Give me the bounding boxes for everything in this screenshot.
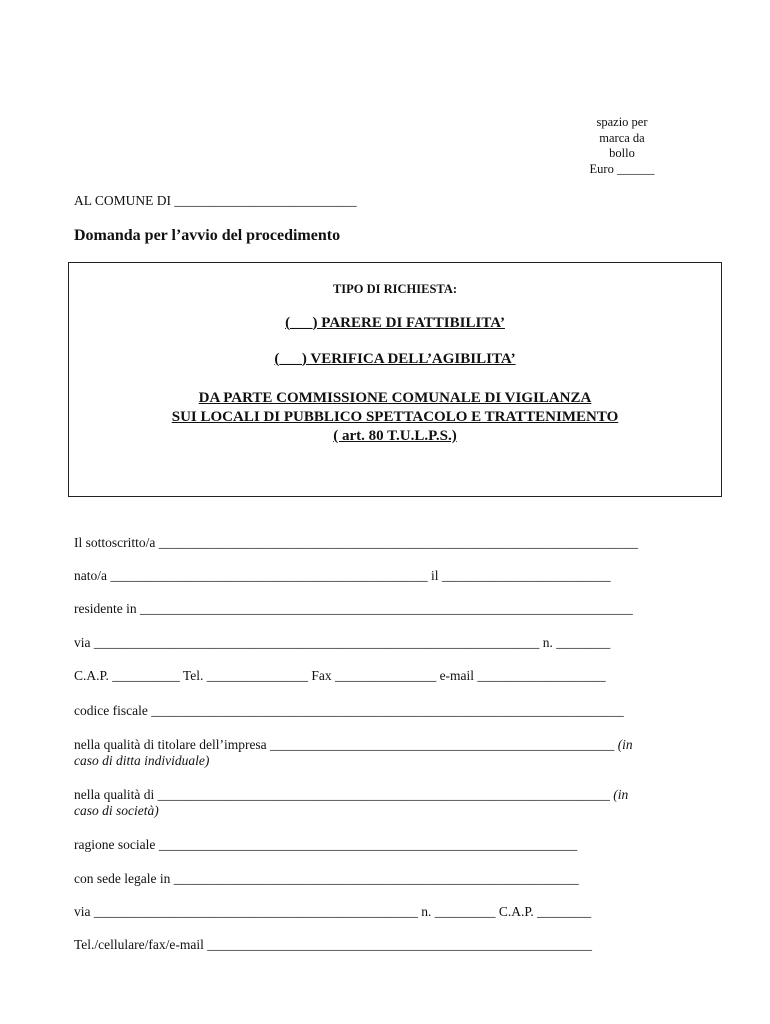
option-feasibility[interactable]: (___) PARERE DI FATTIBILITA’	[285, 315, 505, 331]
authority-line: SUI LOCALI DI PUBBLICO SPETTACOLO E TRATTENIMENTO	[171, 409, 619, 425]
authority-line: ( art. 80 T.U.L.P.S.)	[333, 428, 457, 444]
owner-note-cont: caso di ditta individuale)	[74, 753, 210, 768]
stamp-line: spazio per	[596, 115, 648, 129]
request-type-heading: TIPO DI RICHIESTA:	[332, 282, 458, 296]
owner-note: (in	[617, 737, 633, 752]
field-residence[interactable]: residente in _________________________________________________________________________	[74, 601, 633, 616]
request-type-box	[68, 262, 722, 497]
field-owner[interactable]	[74, 737, 633, 753]
stamp-amount: Euro ______	[589, 161, 655, 176]
document-title: Domanda per l’avvio del procedimento	[74, 227, 341, 244]
stamp-space	[560, 115, 684, 177]
field-birth[interactable]: nato/a _______________________________________________ il _________________________	[74, 568, 611, 583]
authority-block	[69, 389, 721, 446]
field-office-street[interactable]: via ________________________________________________ n. _________ C.A.P. ________	[74, 904, 592, 919]
field-registered-office[interactable]: con sede legale in ____________________________________________________________	[74, 871, 579, 886]
field-sottoscritto[interactable]: Il sottoscritto/a _______________________________________________________________________	[74, 535, 638, 550]
stamp-line: marca da	[599, 130, 645, 145]
stamp-line: bollo	[609, 146, 635, 160]
field-office-contacts[interactable]: Tel./cellulare/fax/e-mail _________________________________________________________	[74, 937, 592, 952]
field-company-name[interactable]: ragione sociale ______________________________________________________________	[74, 837, 578, 852]
owner-label: nella qualità di titolare dell’impresa ___________________________________________________	[74, 737, 615, 752]
authority-line: DA PARTE COMMISSIONE COMUNALE DI VIGILANZA	[198, 390, 592, 406]
field-tax-code[interactable]: codice fiscale ______________________________________________________________________	[74, 703, 624, 718]
field-contacts[interactable]: C.A.P. __________ Tel. _______________ Fax _______________ e-mail ___________________	[74, 668, 606, 683]
capacity-note-cont: caso di società)	[74, 803, 159, 818]
addressee-field[interactable]: AL COMUNE DI ___________________________	[74, 193, 357, 208]
field-capacity[interactable]	[74, 787, 628, 803]
option-agibility[interactable]: (___) VERIFICA DELL’AGIBILITA’	[274, 351, 516, 367]
capacity-note: (in	[613, 787, 629, 802]
field-street[interactable]: via __________________________________________________________________ n. ________	[74, 635, 611, 650]
capacity-label: nella qualità di ___________________________________________________________________	[74, 787, 610, 802]
